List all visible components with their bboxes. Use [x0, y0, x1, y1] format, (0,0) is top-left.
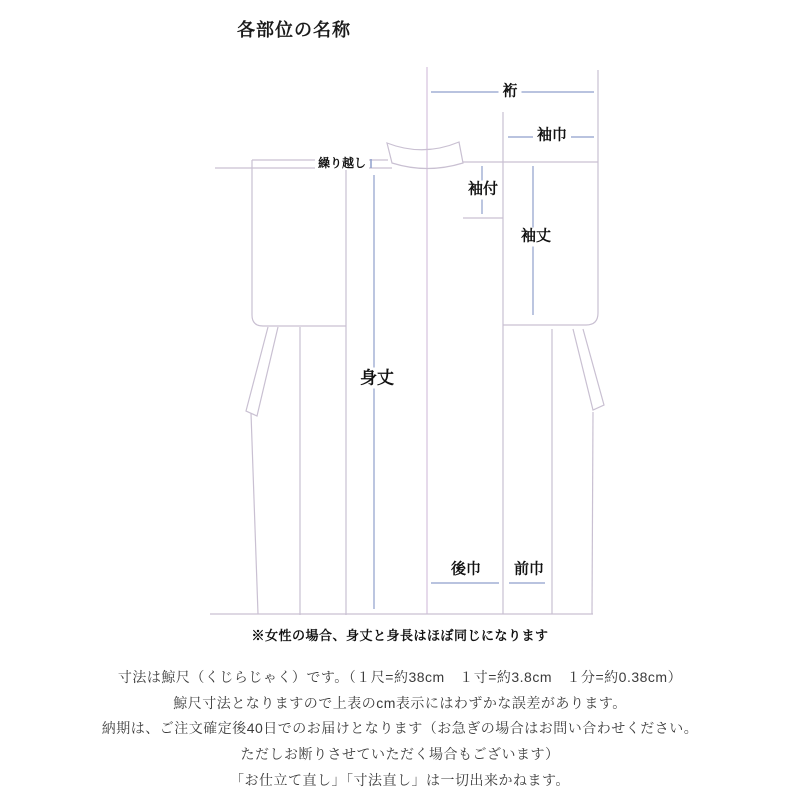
note-line: 寸法は鯨尺（くじらじゃく）です。（１尺=約38cm １寸=約3.8cm １分=約0.38cm）: [117, 669, 683, 685]
kurikoshi-label: 繰り越し: [315, 156, 369, 170]
note-line: 納期は、ご注文確定後40日でのお届けとなります（お急ぎの場合はお問い合わせください。: [101, 720, 699, 737]
note-line: ただしお断りさせていただく場合もございます）: [240, 746, 560, 763]
mae-haba-label: 前巾: [513, 561, 545, 578]
kimono-outline: [210, 70, 604, 615]
women-mitake-note: ※女性の場合、身丈と身長はほぼ同じになります: [251, 628, 549, 643]
note-line: 鯨尺寸法となりますので上表のcm表示にはわずかな誤差があります。: [173, 694, 627, 711]
right-sleeve: [503, 70, 598, 325]
left-okumi-flap: [246, 327, 278, 416]
right-okumi-flap: [573, 329, 604, 410]
collar: [387, 142, 463, 169]
mitake-label: 身丈: [356, 368, 398, 389]
yuki-label: 裄: [498, 83, 521, 102]
note-line: 「お仕立て直し」「寸法直し」は一切出来かねます。: [230, 771, 570, 788]
left-sleeve: [252, 160, 346, 326]
ushiro-haba-label: 後巾: [450, 561, 482, 578]
right-body-edge: [592, 412, 593, 614]
measurement-notes: [0, 665, 800, 794]
sode-take-label: 袖丈: [517, 228, 555, 247]
dimension-arrows: [371, 92, 594, 609]
page-title: 各部位の名称: [237, 20, 351, 40]
sode-haba-label: 袖巾: [533, 127, 571, 146]
sode-tsuke-label: 袖付: [464, 181, 502, 200]
left-body-edge: [251, 413, 258, 614]
